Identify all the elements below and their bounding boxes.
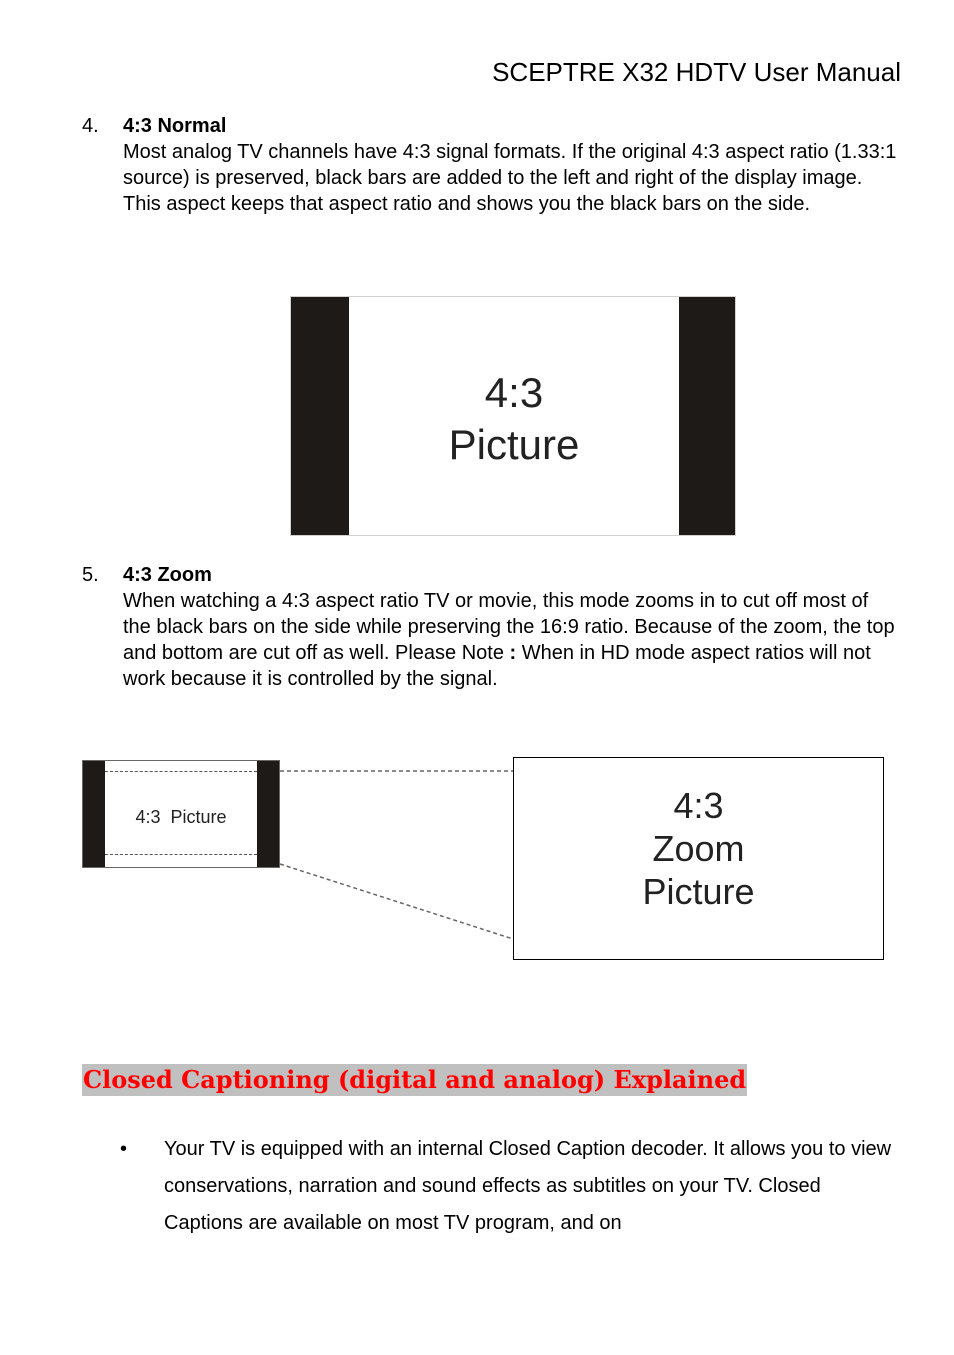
manual-header-title: SCEPTRE X32 HDTV User Manual [492, 57, 901, 87]
section-heading: Closed Captioning (digital and analog) Explained [83, 1065, 747, 1094]
item-number: 5. [82, 564, 99, 586]
item-title: 4:3 Zoom [123, 564, 212, 586]
figure-4-3-source [82, 760, 280, 868]
figure-picture-label: 4:3 Picture [135, 807, 227, 827]
figure-zoom-label: 4:3 Zoom Picture [642, 785, 755, 912]
figure-4-3-zoom-result [513, 757, 884, 960]
black-bar-right [257, 761, 279, 867]
crop-line-bottom [105, 854, 257, 855]
item-description: Most analog TV channels have 4:3 signal formats. If the original 4:3 aspect ratio (1.33:1 source) is preserved, black bars are added to the left and right of the display image. This aspect keeps that aspect ratio and shows you the black bars on the side. [123, 141, 897, 215]
bullet-text: Your TV is equipped with an internal Closed Caption decoder. It allows you to view conservations, narration and sound effects as subtitles on your TV. Closed Captions are available on most TV program, and on [164, 1138, 892, 1234]
black-bar-left [83, 761, 105, 867]
item-description: When watching a 4:3 aspect ratio TV or movie, this mode zooms in to cut off most of the black bars on the side while preserving the 16:9 ratio. Because of the zoom, the top and bottom are cut off as well. Please Note : When in HD mode aspect ratios will not work because it is controlled by the signal. [123, 590, 895, 690]
crop-line-top [105, 771, 257, 772]
figure-picture-label: 4:3 Picture [448, 369, 580, 468]
item-title: 4:3 Normal [123, 115, 227, 137]
bullet-symbol: • [120, 1138, 128, 1160]
item-number: 4. [82, 115, 99, 137]
